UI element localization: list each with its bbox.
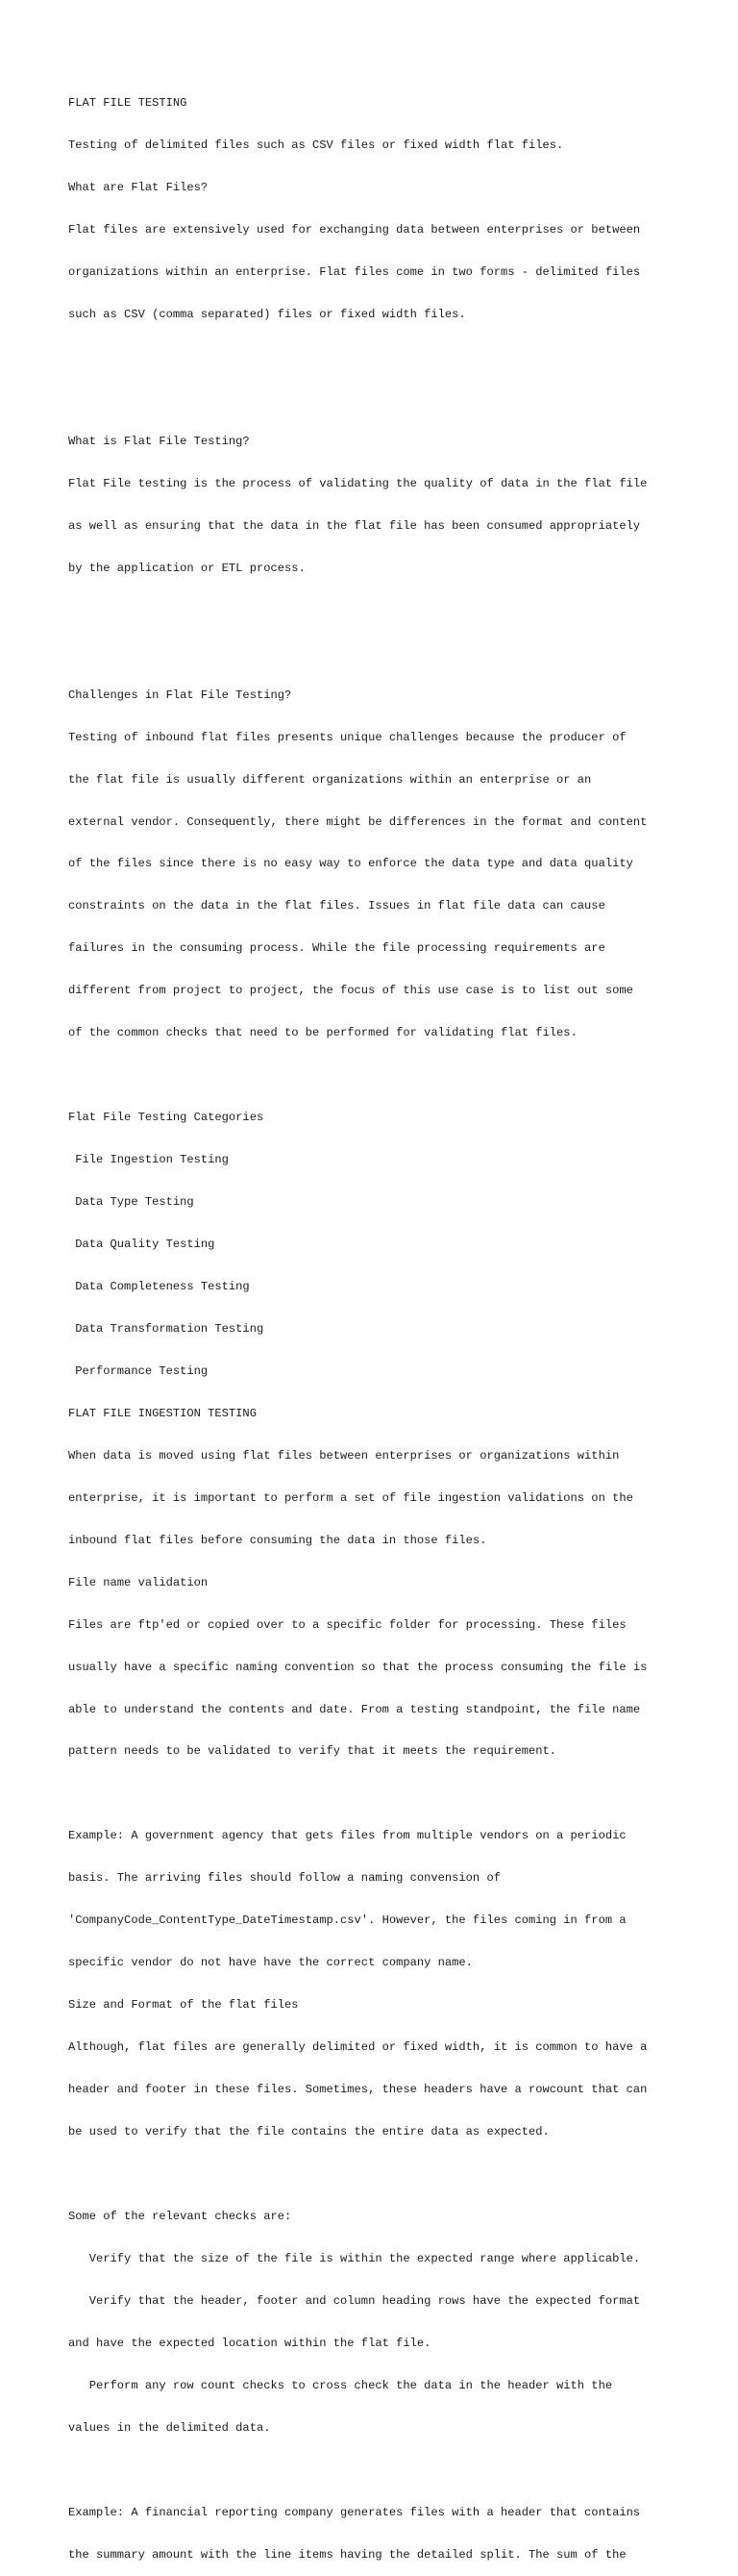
subsection-heading: File name validation [68,1575,209,1589]
blank-line [68,646,702,661]
document-line: the summary amount with the line items having the detailed split. The sum of the [68,2547,627,2562]
document-line: of the files since there is no easy way to enforce the data type and data quality [68,857,633,871]
document-line: usually have a specific naming convention so that the process consuming the file is [68,1660,648,1674]
document-line: inbound flat files before consuming the data in those files. [68,1533,487,1547]
document-line: of the common checks that need to be performed for validating flat files. [68,1026,578,1040]
document-line: Testing of inbound flat files presents unique challenges because the producer of [68,730,627,744]
blank-line [68,2463,702,2478]
document-line: Files are ftp'ed or copied over to a specific folder for processing. These files [68,1617,627,1632]
blank-line [68,392,702,407]
category-item: Data Transformation Testing [68,1321,264,1336]
blank-line [68,350,702,364]
blank-line [68,2167,702,2182]
document-line: and have the expected location within the flat file. [68,2336,431,2350]
document-line: header and footer in these files. Sometimes, these headers have a rowcount that can [68,2083,648,2097]
section-heading: What is Flat File Testing? [68,434,250,448]
document-line: such as CSV (comma separated) files or fixed width files. [68,308,466,322]
category-item: Data Completeness Testing [68,1280,250,1293]
document-line: constraints on the data in the flat files. Issues in flat file data can cause [68,899,605,913]
blank-line [68,1787,702,1801]
document-line: specific vendor do not have have the correct company name. [68,1956,473,1970]
document-line: the flat file is usually different organizations within an enterprise or an [68,772,592,787]
category-item: Data Quality Testing [68,1238,215,1252]
document-line: pattern needs to be validated to verify that it meets the requirement. [68,1744,557,1759]
section-heading: What are Flat Files? [68,181,209,195]
document-line: different from project to project, the focus of this use case is to list out some [68,984,633,998]
document-line: When data is moved using flat files between enterprises or organizations within [68,1448,620,1463]
check-item: Verify that the header, footer and column heading rows have the expected format [68,2293,641,2308]
document-line: values in the delimited data. [68,2420,271,2435]
document-line: Flat files are extensively used for exchanging data between enterprises or between [68,223,641,238]
document-line: 'CompanyCode_ContentType_DateTimestamp.csv'. However, the files coming in from a [68,1913,627,1928]
category-item: Data Type Testing [68,1195,194,1210]
document-line: be used to verify that the file contains the entire data as expected. [68,2125,550,2139]
document-line: enterprise, it is important to perform a set of file ingestion validations on the [68,1490,633,1505]
category-item: Performance Testing [68,1363,209,1378]
document-line: failures in the consuming process. While the file processing requirements are [68,941,605,956]
blank-line [68,1068,702,1083]
document-line: external vendor. Consequently, there might be differences in the format and content [68,814,648,829]
check-item: Verify that the size of the file is within the expected range where applicable. [68,2251,641,2265]
document-line: organizations within an enterprise. Flat files come in two forms - delimited files [68,265,641,280]
document-line: able to understand the contents and date. From a testing standpoint, the file name [68,1702,641,1716]
section-heading: Flat File Testing Categories [68,1111,264,1125]
document-line: basis. The arriving files should follow a naming convension of [68,1871,501,1886]
document-line: by the application or ETL process. [68,561,306,575]
section-heading: Challenges in Flat File Testing? [68,688,292,702]
check-item: Perform any row count checks to cross check the data in the header with the [68,2378,613,2392]
document-line: Flat File testing is the process of validating the quality of data in the flat file [68,476,648,490]
document-line: Testing of delimited files such as CSV files or fixed width flat files. [68,138,564,153]
subsection-heading: Size and Format of the flat files [68,1998,299,2013]
document-body [68,68,702,2576]
document-title: FLAT FILE TESTING [68,96,187,111]
blank-line [68,604,702,618]
document-line: Some of the relevant checks are: [68,2209,292,2223]
section-heading: FLAT FILE INGESTION TESTING [68,1406,257,1420]
document-line: Although, flat files are generally delimited or fixed width, it is common to have a [68,2040,648,2055]
document-line: as well as ensuring that the data in the flat file has been consumed appropriately [68,518,641,533]
document-line: Example: A financial reporting company generates files with a header that contains [68,2505,641,2519]
document-line: Example: A government agency that gets files from multiple vendors on a periodic [68,1829,627,1843]
category-item: File Ingestion Testing [68,1153,229,1167]
